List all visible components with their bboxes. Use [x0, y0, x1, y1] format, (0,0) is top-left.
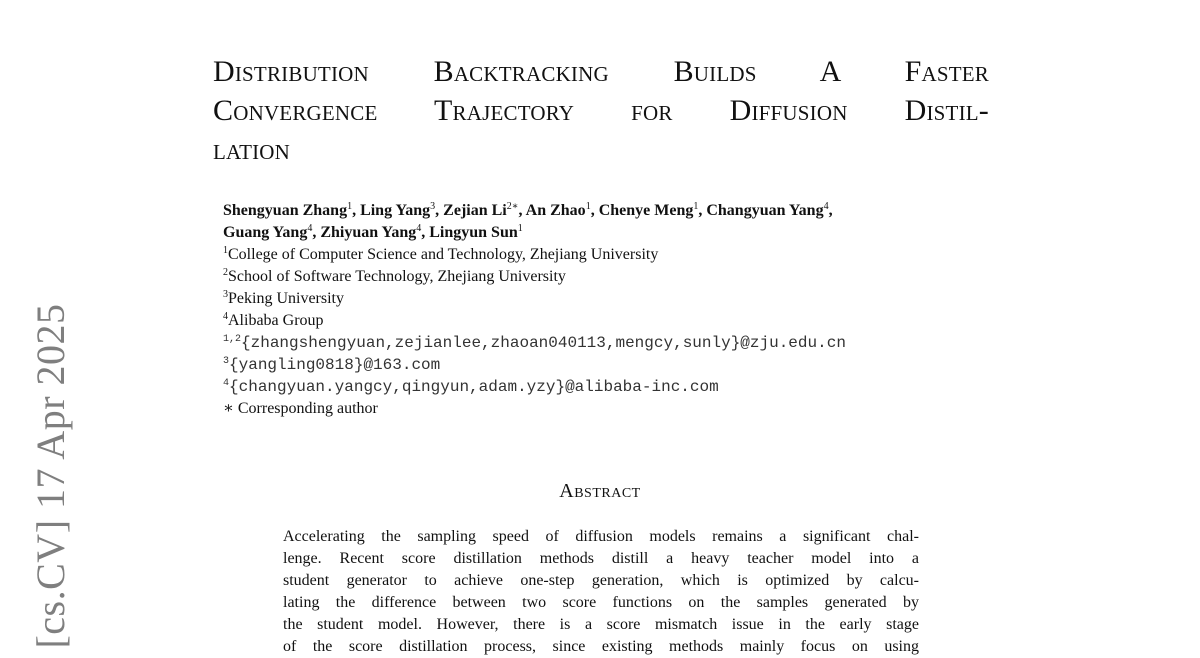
author-sep: ,: [828, 202, 833, 219]
abstract-line: Accelerating the sampling speed of diffusion models remains a significant chal-: [283, 528, 919, 545]
email-text[interactable]: {yangling0818}@163.com: [229, 356, 441, 374]
affiliation-text: College of Computer Science and Technology, Zhejiang University: [228, 246, 659, 263]
corresponding-mark: ∗: [223, 400, 234, 417]
email-sup: 4: [223, 378, 230, 389]
author-sup: 4: [823, 201, 829, 212]
author-name: Changyuan Yang: [706, 202, 824, 219]
author-block: [223, 200, 1003, 420]
email-line: [223, 354, 1003, 376]
abstract-line: student generator to achieve one-step generation, which is optimized by calcu-: [283, 572, 919, 589]
author-name: Chenye Meng: [598, 202, 694, 219]
abstract-line: of the score distillation process, since existing methods mainly focus on using: [283, 638, 919, 655]
author-sep: ,: [312, 224, 321, 241]
author-sep: ,: [435, 202, 444, 219]
author-sup: 1: [347, 201, 353, 212]
abstract-line: the student model. However, there is a score mismatch issue in the early stage: [283, 616, 919, 633]
author-sup: 4: [416, 223, 422, 234]
affiliation-sup: 1: [223, 245, 228, 256]
email-line: [223, 376, 1003, 398]
title-line: lation: [213, 133, 291, 166]
affiliation-text: School of Software Technology, Zhejiang University: [228, 268, 566, 285]
author-name: Lingyun Sun: [429, 224, 518, 241]
affiliation-sup: 3: [223, 289, 228, 300]
affiliation-line: [223, 288, 1003, 310]
author-sup: 1: [693, 201, 699, 212]
affiliation-line: [223, 266, 1003, 288]
author-sup: 1: [517, 223, 523, 234]
abstract-heading: Abstract: [559, 480, 641, 502]
author-sep: ,: [698, 202, 707, 219]
corresponding-author-note: [223, 398, 1003, 420]
affiliation-line: [223, 310, 1003, 332]
affiliation-text: Peking University: [228, 290, 344, 307]
author-name: Guang Yang: [223, 224, 308, 241]
author-sup: 2∗: [506, 201, 519, 212]
author-sup: 1: [585, 201, 591, 212]
title-line: Distribution Backtracking Builds A Faster: [213, 55, 989, 88]
author-sep: ,: [352, 202, 361, 219]
email-text[interactable]: {zhangshengyuan,zejianlee,zhaoan040113,mengcy,sunly}@zju.edu.cn: [241, 334, 846, 352]
email-sup: 3: [223, 356, 230, 367]
author-sup: 3: [430, 201, 436, 212]
author-name: Shengyuan Zhang: [223, 202, 348, 219]
author-name: Ling Yang: [360, 202, 431, 219]
author-sep: ,: [518, 202, 526, 219]
abstract-line: lenge. Recent score distillation methods distill a heavy teacher model into a: [283, 550, 919, 567]
affiliation-line: [223, 244, 1003, 266]
affiliation-text: Alibaba Group: [228, 312, 324, 329]
abstract-line: lating the difference between two score functions on the samples generated by: [283, 594, 919, 611]
author-line: [223, 200, 1003, 222]
email-text[interactable]: {changyuan.yangcy,qingyun,adam.yzy}@alibaba-inc.com: [229, 378, 719, 396]
author-name: Zhiyuan Yang: [320, 224, 417, 241]
affiliation-sup: 4: [223, 311, 228, 322]
author-sup: 4: [307, 223, 313, 234]
paper-title: [213, 52, 989, 169]
author-line: [223, 222, 1003, 244]
author-name: An Zhao: [525, 202, 586, 219]
affiliation-sup: 2: [223, 267, 228, 278]
author-name: Zejian Li: [443, 202, 507, 219]
author-sep: ,: [590, 202, 599, 219]
email-line: [223, 332, 1003, 354]
title-line: Convergence Trajectory for Diffusion Distil-: [213, 94, 989, 127]
arxiv-stamp: [cs.CV] 17 Apr 2025: [28, 303, 73, 649]
abstract-body: [283, 526, 919, 658]
email-sup: 1,2: [223, 334, 242, 345]
corresponding-text: Corresponding author: [233, 400, 378, 417]
author-sep: ,: [421, 224, 430, 241]
